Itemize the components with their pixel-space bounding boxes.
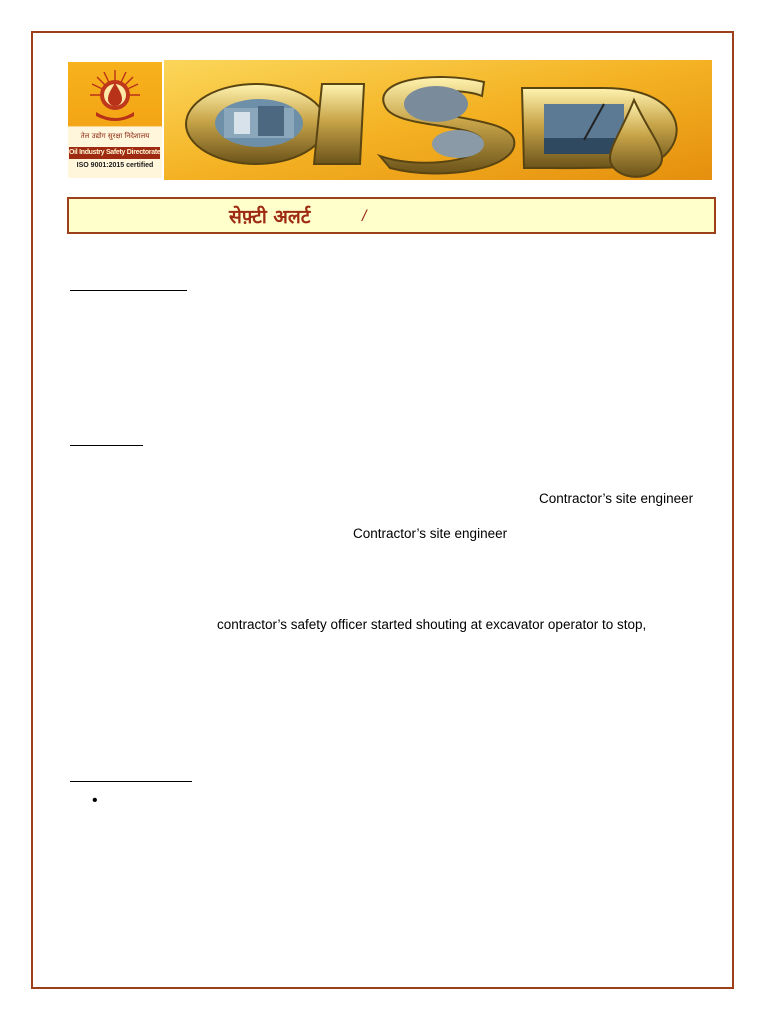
logo-english-name: Oil Industry Safety Directorate: [69, 147, 160, 159]
oisd-logo: [68, 62, 162, 178]
oisd-banner: [164, 60, 712, 180]
iso-certification: ISO 9001:2015 certified: [76, 162, 154, 169]
banner-letter-i: [314, 84, 364, 164]
safety-alert-title: सेफ़्टी अलर्ट: [229, 206, 311, 228]
safety-alert-title-bar: [67, 197, 716, 234]
contractor-engineer-text-2: Contractor’s site engineer: [353, 526, 508, 541]
contractor-engineer-text-1: Contractor’s site engineer: [539, 491, 694, 506]
safety-officer-text: contractor’s safety officer started shouting at excavator operator to stop,: [217, 617, 647, 632]
section-underline-3: [70, 781, 192, 782]
logo-hindi-name: तेल उद्योग सुरक्षा निदेशालय: [80, 132, 150, 140]
section-underline-1: [70, 290, 187, 291]
bullet-point: •: [92, 792, 98, 809]
oil-drop-emblem-icon: [88, 68, 142, 122]
title-separator: /: [362, 208, 367, 225]
section-underline-2: [70, 445, 143, 446]
